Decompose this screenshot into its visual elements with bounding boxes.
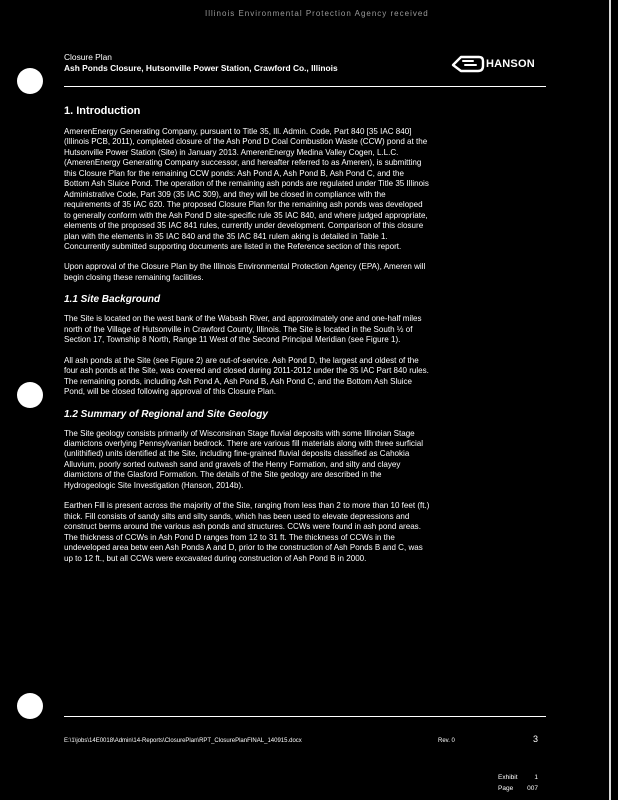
paragraph: All ash ponds at the Site (see Figure 2) are out-of-service. Ash Pond D, the largest and oldest of the four ash ponds at the Site, was covered and closed during 2011-2012 under the 35 IAC Part 840 rules. The remaining ponds, including Ash Pond A, Ash Pond B, Ash Pond C, and the Bottom Ash Sluice Pond, will be closed following approval of this Closure Plan.: [64, 355, 429, 397]
paragraph: The Site is located on the west bank of the Wabash River, and approximately one and one-half miles north of the Village of Hutsonville in Crawford County, Illinois. The Site is located in the South ½ of Section 17, Township 8 North, Range 11 West of the Second Principal Meridian (see Figure 1).: [64, 314, 422, 345]
section-heading-site-background: 1.1 Site Background: [64, 294, 161, 306]
logo-text: HANSON: [486, 58, 535, 70]
exhibit-label: Exhibit: [498, 774, 518, 781]
footer-rule: [64, 716, 546, 717]
paragraph: The Site geology consists primarily of Wisconsinan Stage fluvial deposits with some Illinoian Stage diamictons overlying Pennsylvanian bedrock. There are various fill materials along with three surficial (unlithified) units identified at the Site, including fine-grained fluvial deposits classified as Cahokia Alluvium, poorly sorted outwash sand and gravels of the Henry Formation, and silty and clayey diamictons of the Glasford Formation. The details of the Site geology are described in the Hydrogeologic Site Investigation (Hanson, 2014b).: [64, 428, 424, 490]
exhibit-stamp: [498, 772, 538, 794]
punch-hole-top: [17, 68, 43, 94]
cropped-top-text: Illinois Environmental Protection Agency received: [205, 9, 429, 18]
footer-revision: Rev. 0: [438, 738, 455, 744]
paragraph: Earthen Fill is present across the majority of the Site, ranging from less than 2 to more than 10 feet (ft.) thick. Fill consists of sandy silts and silty sands, which has been used to elevate depressions and construct berms around the various ash ponds and structures. CCWs were found in ash pond areas. The thickness of CCWs in Ash Pond D ranges from 12 to 31 ft. The thickness of CCWs in the undeveloped area betw een Ash Ponds A and D, prior to the construction of Ash Ponds B and C, was up to 12 ft., but all CCWs were excavated during construction of Ash Pond B in 2000.: [64, 501, 430, 563]
punch-hole-bottom: [17, 693, 43, 719]
header-subtitle: Ash Ponds Closure, Hutsonville Power Station, Crawford Co., Illinois: [64, 63, 338, 73]
punch-hole-middle: [17, 382, 43, 408]
page-edge-border: [609, 0, 611, 800]
header-rule: [64, 86, 546, 87]
hanson-logo: [452, 52, 535, 76]
section-heading-geology: 1.2 Summary of Regional and Site Geology: [64, 408, 268, 420]
footer-page-number: 3: [533, 734, 539, 744]
hanson-logo-icon: [452, 54, 484, 74]
header-title: Closure Plan: [64, 52, 112, 62]
exhibit-page-label: Page: [498, 785, 514, 792]
footer-file-path: E:\1\jobs\14E0018\Admin\14-Reports\ClosurePlan\RPT_ClosurePlanFINAL_140915.docx: [64, 738, 302, 744]
exhibit-page-number: 007: [527, 785, 538, 792]
paragraph: AmerenEnergy Generating Company, pursuant to Title 35, Ill. Admin. Code, Part 840 [35 IAC 840] (Illinois PCB, 2011), completed closure of the Ash Pond D Coal Combustion Waste (CCW) pond at the Hutsonville Power Station (Site) in January 2013. AmerenEnergy Medina Valley Cogen, L.L.C. (AmerenEnergy Generating Company successor, and hereafter referred to as Ameren), is submitting this Closure Plan for the remaining CCW ponds: Ash Pond A, Ash Pond B, Ash Pond C, and the Bottom Ash Sluice Pond. The operation of the remaining ash ponds are regulated under Title 35 Illinois Administrative Code, Part 309 (35 IAC 309), and they will be closed in compliance with the requirements of 35 IAC 620. The proposed Closure Plan for the remaining ash ponds was developed to generally conform with the Ash Pond D site-specific rule 35 IAC 840, and where judged appropriate, elements of the proposed 35 IAC 841 rules, currently under development. Comparison of this closure plan with the elements in 35 IAC 840 and the 35 IAC 841 rulem aking is detailed in Table 1. Concurrently submitted supporting documents are listed in the Reference section of this report.: [64, 127, 429, 251]
exhibit-number: 1: [534, 774, 538, 781]
document-body: [64, 104, 544, 574]
paragraph: Upon approval of the Closure Plan by the Illinois Environmental Protection Agency (EPA), Ameren will begin closing these remaining facilities.: [64, 262, 426, 282]
section-heading-introduction: 1. Introduction: [64, 105, 141, 117]
document-header: [64, 52, 484, 74]
